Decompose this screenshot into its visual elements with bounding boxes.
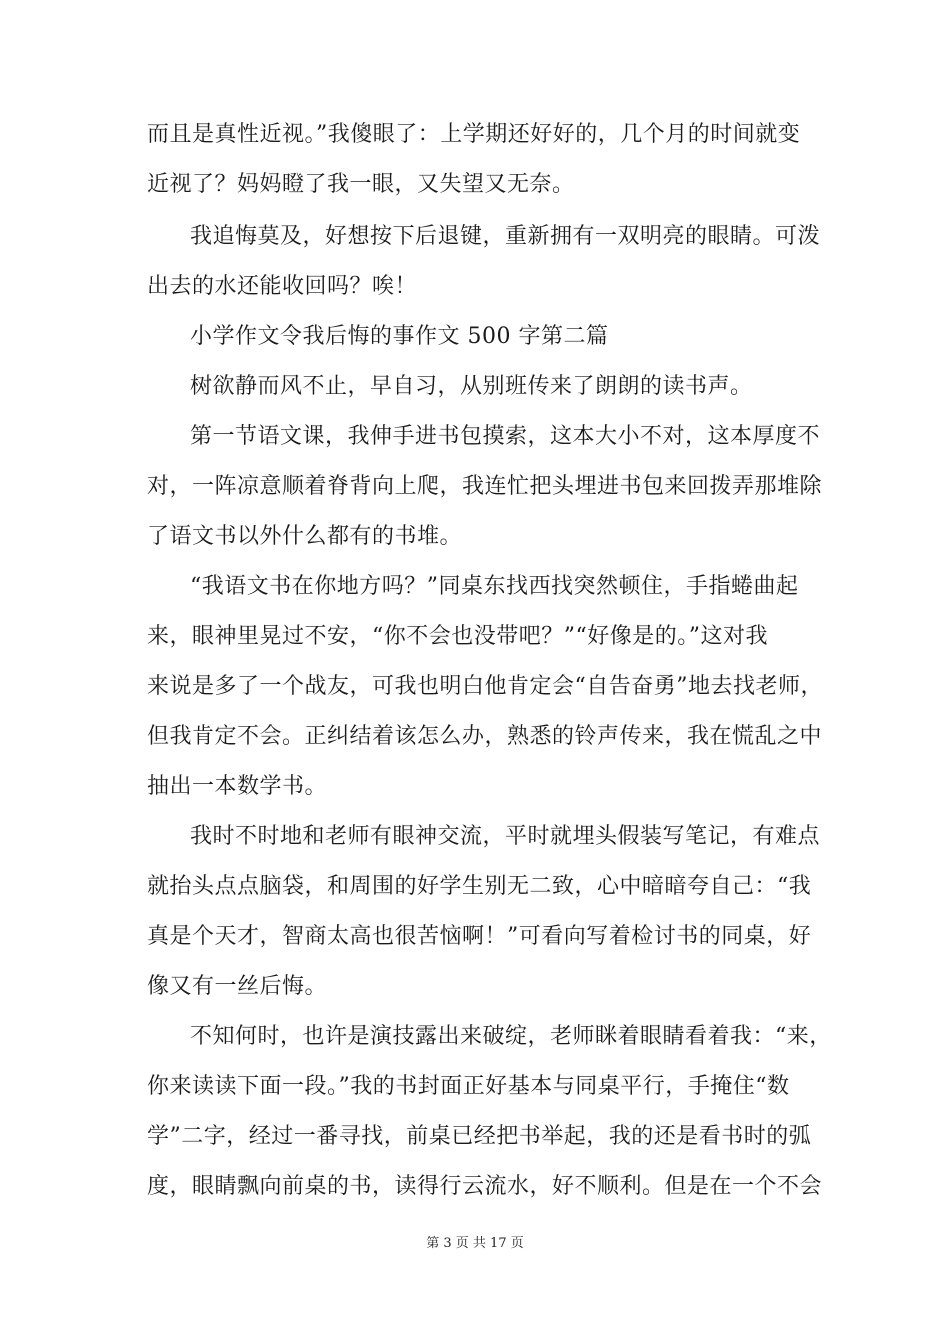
text-line-19: 不知何时，也许是演技露出来破绽，老师眯着眼睛看着我：“来， bbox=[190, 1024, 832, 1049]
text-line-3: 我追悔莫及，好想按下后退键，重新拥有一双明亮的眼睛。可泼 bbox=[190, 224, 821, 249]
text-line-7: 第一节语文课，我伸手进书包摸索，这本大小不对，这本厚度不 bbox=[190, 424, 821, 449]
text-line-20: 你来读读下面一段。”我的书封面正好基本与同桌平行，手掩住“数 bbox=[147, 1074, 790, 1099]
text-line-2: 近视了？妈妈瞪了我一眼，又失望又无奈。 bbox=[147, 172, 575, 197]
text-line-1: 而且是真性近视。”我傻眼了：上学期还好好的，几个月的时间就变 bbox=[147, 122, 801, 147]
section-heading: 小学作文令我后悔的事作文 500 字第二篇 bbox=[190, 324, 609, 349]
text-line-21: 学”二字，经过一番寻找，前桌已经把书举起，我的还是看书时的弧 bbox=[147, 1124, 812, 1149]
text-line-12: 来说是多了一个战友，可我也明白他肯定会“自告奋勇”地去找老师， bbox=[147, 674, 823, 699]
text-line-13: 但我肯定不会。正纠结着该怎么办，熟悉的铃声传来，我在慌乱之中 bbox=[147, 724, 823, 749]
text-line-17: 真是个天才，智商太高也很苦恼啊！”可看向写着检讨书的同桌，好 bbox=[147, 924, 812, 949]
text-line-6: 树欲静而风不止，早自习，从别班传来了朗朗的读书声。 bbox=[190, 374, 753, 399]
text-line-22: 度，眼睛飘向前桌的书，读得行云流水，好不顺利。但是在一个不会 bbox=[147, 1174, 823, 1199]
text-line-9: 了语文书以外什么都有的书堆。 bbox=[147, 524, 463, 549]
text-line-16: 就抬头点点脑袋，和周围的好学生别无二致，心中暗暗夸自己：“我 bbox=[147, 874, 812, 899]
text-line-18: 像又有一丝后悔。 bbox=[147, 974, 328, 999]
text-line-10: “我语文书在你地方吗？”同桌东找西找突然顿住，手指蜷曲起 bbox=[190, 574, 799, 599]
text-line-4: 出去的水还能收回吗？唉！ bbox=[147, 274, 418, 299]
text-line-8: 对，一阵凉意顺着脊背向上爬，我连忙把头埋进书包来回拨弄那堆除 bbox=[147, 474, 823, 499]
text-line-14: 抽出一本数学书。 bbox=[147, 774, 328, 799]
text-line-15: 我时不时地和老师有眼神交流，平时就埋头假装写笔记，有难点 bbox=[190, 824, 821, 849]
page-footer: 第 3 页 共 17 页 bbox=[426, 1236, 524, 1251]
text-line-11: 来，眼神里晃过不安，“你不会也没带吧？”“好像是的。”这对我 bbox=[147, 624, 768, 649]
